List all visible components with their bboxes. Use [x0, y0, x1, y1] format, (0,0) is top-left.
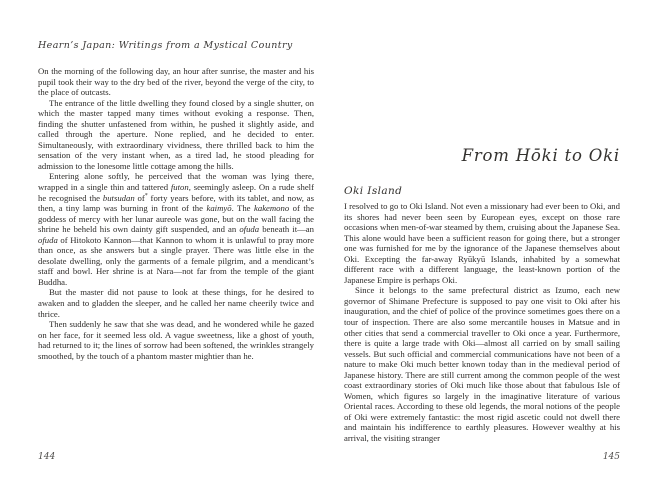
paragraph — [38, 66, 314, 98]
section-heading: Oki Island — [344, 185, 403, 197]
text-run: I resolved to go to Oki Island. Not even a missionary had ever been to Oki, and its shores had never been seen by European eyes, except on those rare occasions when men-of-war steamed by them, cruising about the Japanese Sea. This alone would have been a sufficient reason for going there, but a stronger one was furnished for me by the ignorance of the Japanese themselves about Oki. Excepting the far-away Ryūkyū Islands, inhabited by a somewhat different race with a different language, the least-known portion of the Japanese Empire is perhaps Oki. — [344, 201, 620, 285]
paragraph — [38, 287, 314, 319]
text-run: forty years before, with its tablet, and now, as then, a tiny lamp was burning in front of the — [38, 192, 314, 214]
text-run: of Hitokoto Kannon—that Kannon to whom it is unlawful to pray more than once, as she answers but a single prayer. There was little else in the desolate dwelling, only the garments of a female pilgrim, and a mendicant’s staff and bowl. Her shrine is at Nara—not far from the temple of the giant Buddha. — [38, 234, 314, 287]
text-run: futon — [170, 182, 189, 193]
page-number-left: 144 — [38, 452, 56, 462]
text-run: of the goddess of mercy with her lunar aureole was gone, but on the wall facing the shrine he beheld his own dainty gift suspended, and an — [38, 203, 314, 235]
left-page-body — [38, 66, 314, 361]
text-run: of — [134, 192, 145, 203]
page-number-right: 145 — [602, 452, 620, 462]
text-run: The entrance of the little dwelling they found closed by a single shutter, on which the master tapped many times without evoking a response. Then, finding the shutter unfastened from within, he pushed it slightly aside, and called through the aperture. None replied, and he decided to enter. Simultaneously, with extraordinary vividness, there thrilled back to him the sensation of the very instant when, as a tired lad, he stood pleading for admission to the lonesome little cottage among the hills. — [38, 97, 314, 171]
text-run: . The — [231, 203, 254, 214]
text-run: Since it belongs to the same prefectural district as Izumo, each new governor of Shimane Prefecture is supposed to pay one visit to Oki after his inauguration, and the chief of police of the province sometimes goes there on a tour of inspection. There are also some mercantile houses in Matsue and in other cities that send a commercial traveller to Oki once a year. Furthermore, there is quite a large trade with Oki—almost all carried on by small sailing vessels. But such official and commercial communications have not been of a nature to make Oki much better known today than in the medieval period of Japanese history. There are still current among the common people of the west coast extraordinary stories of Oki much like those about that fabulous Isle of Women, which figures so largely in the imaginative literature of various Oriental races. According to these old legends, the moral notions of the people of Oki were extremely fantastic: the most rigid ascetic could not dwell there and maintain his indifference to earthly pleasures. However wealthy at his arrival, the visiting stranger — [344, 285, 620, 444]
text-run: * — [144, 192, 148, 199]
text-run: On the morning of the following day, an hour after sunrise, the master and his pupil took their way to the dry bed of the river, beyond the verge of the city, to the place of outcasts. — [38, 66, 314, 98]
text-run: kaimyō — [206, 203, 232, 214]
paragraph — [38, 319, 314, 361]
text-run: butsudan — [102, 192, 135, 203]
running-header: Hearn’s Japan: Writings from a Mystical Country — [38, 40, 293, 51]
text-run: Then suddenly he saw that she was dead, and he wondered while he gazed on her face, for it seemed less old. A vague sweetness, like a ghost of youth, had returned to it; the lines of sorrow had been softened, the wrinkles strangely smoothed, by the touch of a phantom master mightier than he. — [38, 319, 314, 361]
chapter-title: From Hōki to Oki — [461, 146, 620, 165]
paragraph — [344, 285, 620, 443]
right-page-body — [344, 201, 620, 444]
paragraph — [38, 98, 314, 172]
paragraph — [38, 171, 314, 287]
text-run: ofuda — [239, 224, 260, 235]
text-run: kakemono — [254, 203, 290, 214]
text-run: Entering alone softly, he perceived that the woman was lying there, wrapped in a single thin and tattered — [38, 171, 314, 193]
text-run: , seemingly asleep. On a rude shelf he recognised the — [38, 182, 314, 203]
text-run: beneath it—an — [259, 224, 315, 235]
text-run: ofuda — [38, 234, 58, 245]
paragraph — [344, 201, 620, 285]
text-run: But the master did not pause to look at these things, for he desired to awaken and to gladden the sleeper, and he called her name cheerily twice and thrice. — [38, 287, 314, 319]
